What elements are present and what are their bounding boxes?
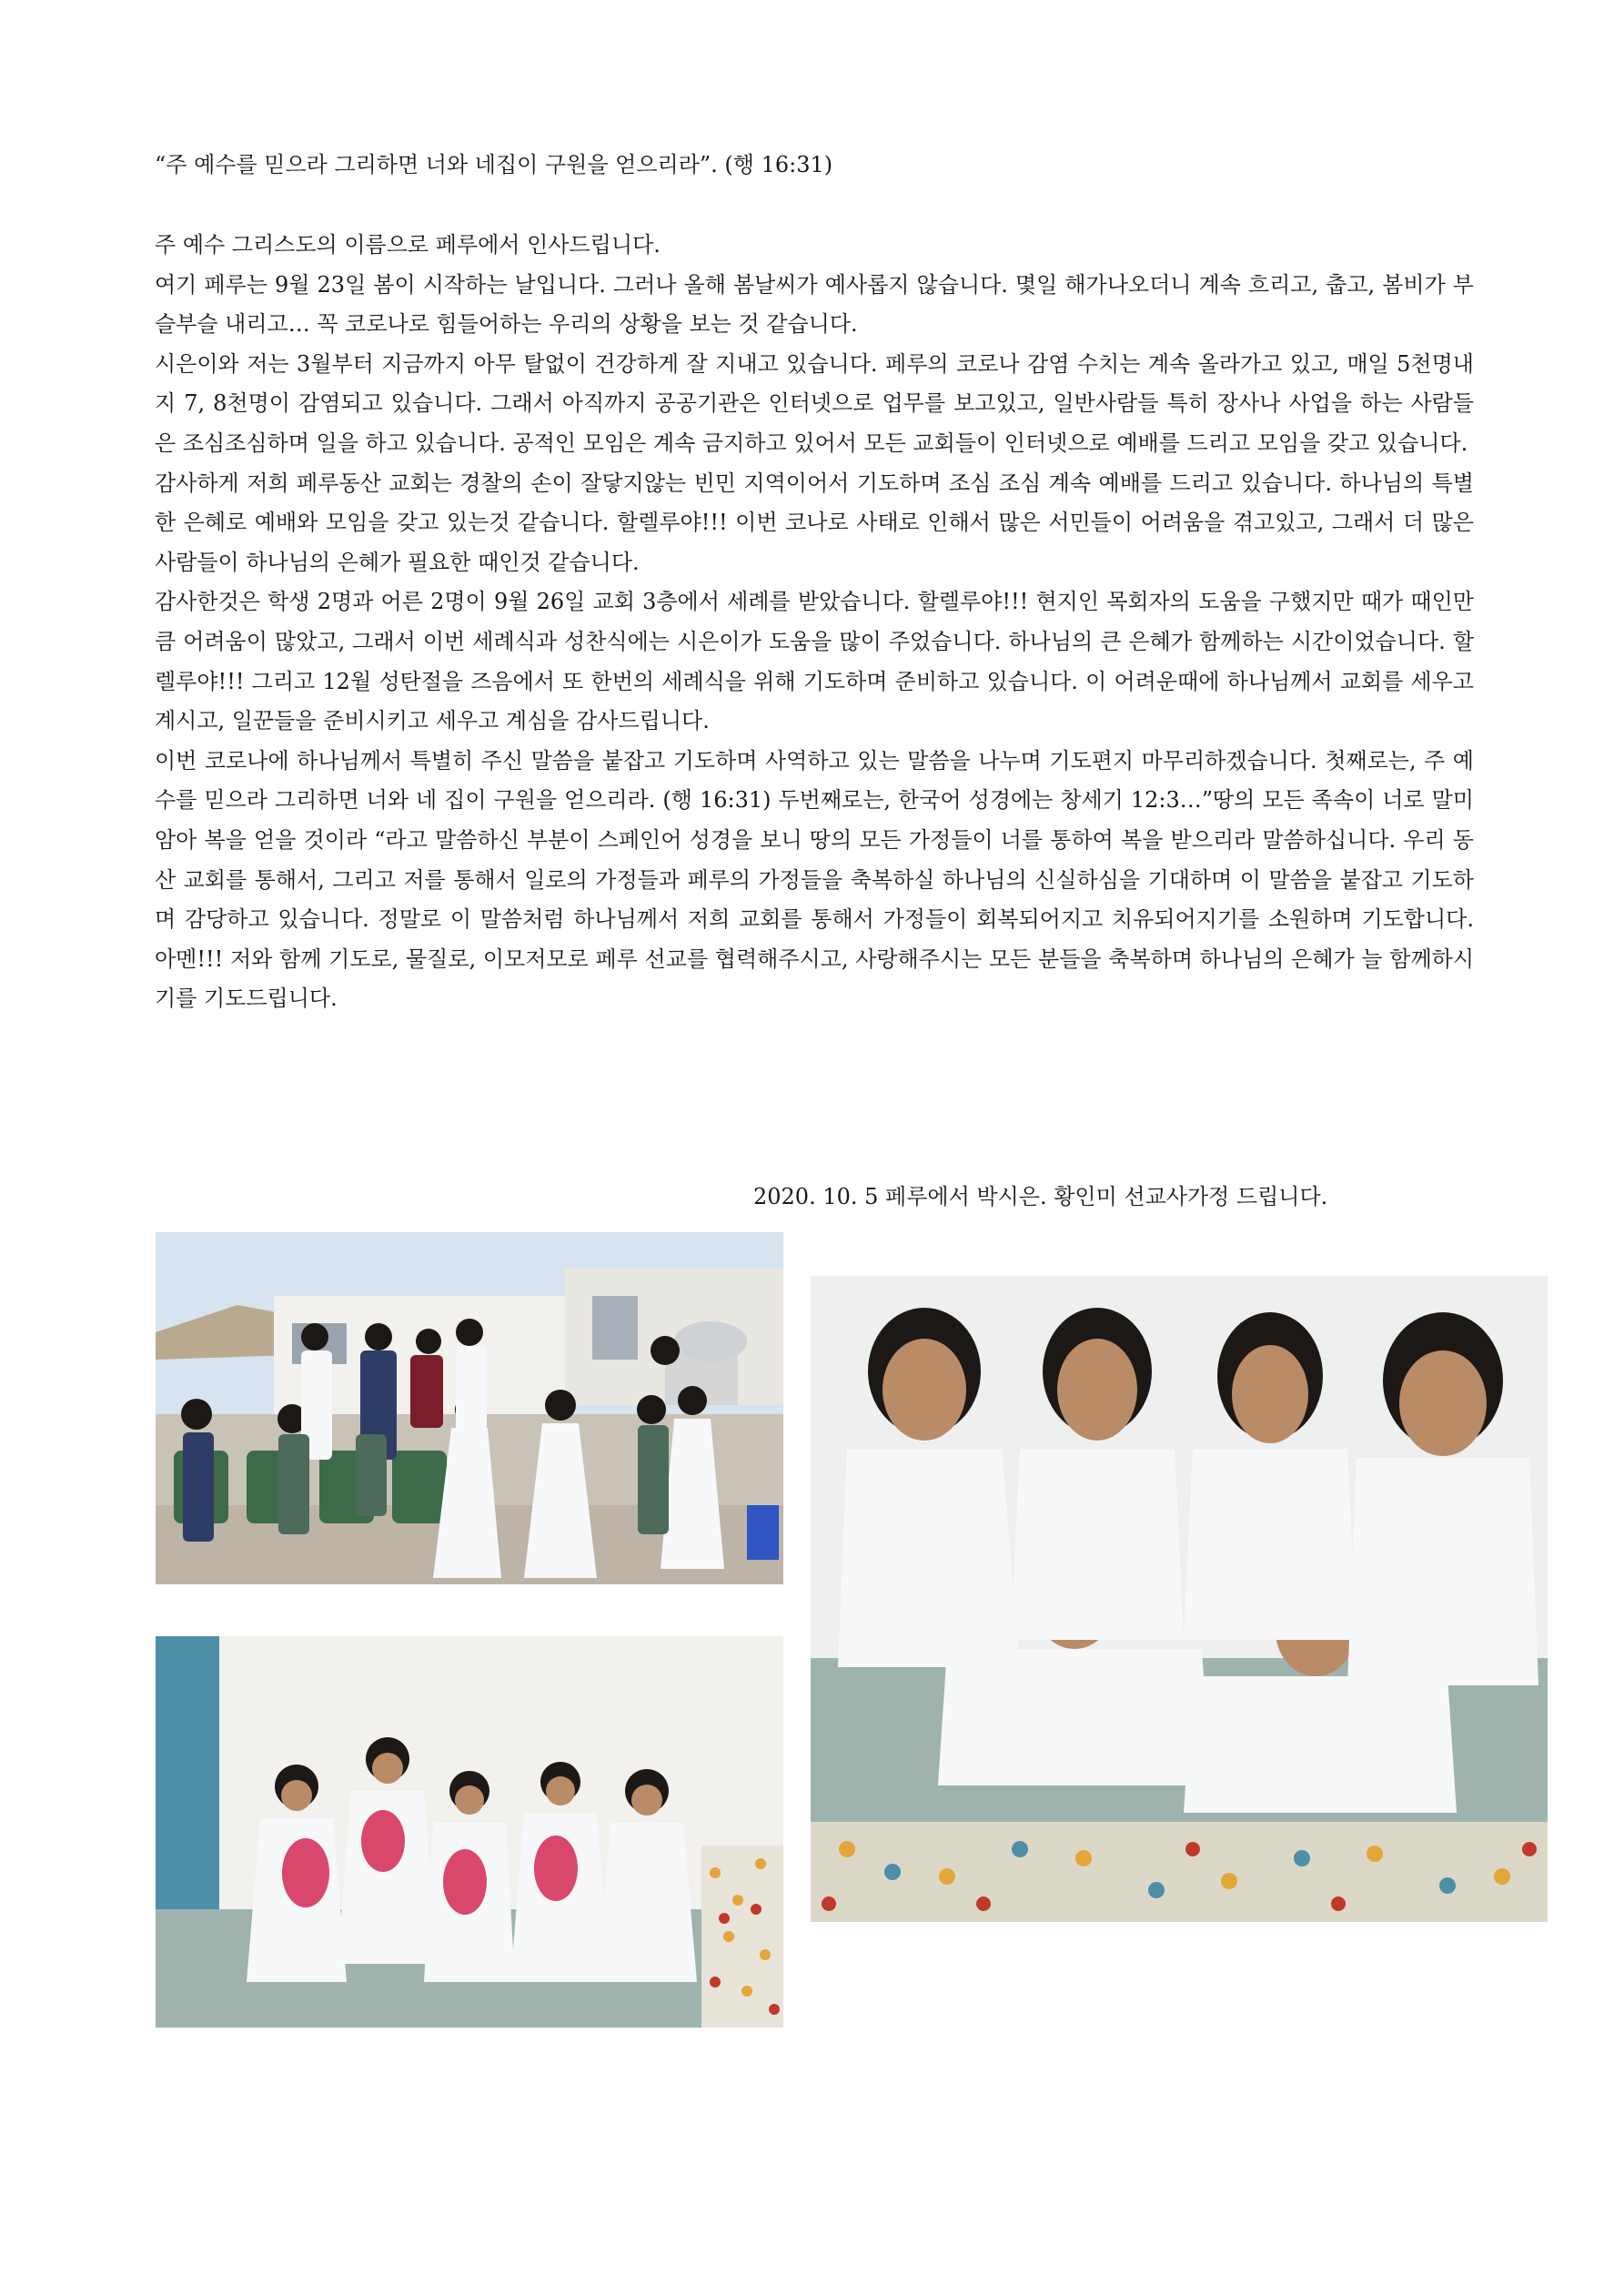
rooftop-group-illustration — [156, 1232, 783, 1584]
paragraph-spring: 여기 페루는 9월 23일 봄이 시작하는 날입니다. 그러나 올해 봄날씨가 예사롭지 않습니다. 몇일 해가나오더니 계속 흐리고, 춥고, 봄비가 부슬부슬 내리고… 꼭 코로나로 힘들어하는 우리의 상황을 보는 것 같습니다. — [155, 271, 1474, 338]
paragraph-baptism: 감사한것은 학생 2명과 어른 2명이 9월 26일 교회 3층에서 세례를 받았습니다. 할렐루야!!! 현지인 목회자의 도움을 구했지만 때가 때인만큼 어려움이 많았고, 그래서 이번 세례식과 성찬식에는 시은이가 도움을 많이 주었습니다. 하나님의 큰 은혜가 함께하는 시간이었습니다. 할렐루야!!! 그리고 12월 성탄절을 즈음에서 또 한번의 세례식을 위해 기도하며 준비하고 있습니다. 이 어려운때에 하나님께서 교회를 세우고 계시고, 일꾼들을 준비시키고 세우고 계심을 감사드립니다. — [155, 589, 1474, 734]
rooftop-group-photo — [156, 1232, 783, 1584]
flower-group-photo — [156, 1636, 783, 2028]
baptism-pool-illustration — [811, 1276, 1548, 1922]
verse-heading: “주 예수를 믿으라 그리하면 너와 네집이 구원을 얻으리라”. (행 16:31) — [155, 152, 833, 177]
flower-group-illustration — [156, 1636, 783, 2028]
paragraph-greeting: 주 예수 그리스도의 이름으로 페루에서 인사드립니다. — [155, 232, 661, 258]
signature-line: 2020. 10. 5 페루에서 박시은. 황인미 선교사가정 드립니다. — [753, 1184, 1328, 1209]
paragraph-health: 시은이와 저는 3월부터 지금까지 아무 탈없이 건강하게 잘 지내고 있습니다. 페루의 코로나 감염 수치는 계속 올라가고 있고, 매일 5천명내지 7, 8천명이 감염되고 있습니다. 그래서 아직까지 공공기관은 인터넷으로 업무를 보고있고, 일반사람들 특히 장사나 사업을 하는 사람들은 조심조심하며 일을 하고 있습니다. 공적인 모임은 계속 금지하고 있어서 모든 교회들이 인터넷으로 예배를 드리고 모임을 갖고 있습니다. — [155, 350, 1474, 456]
paragraph-worship: 감사하게 저희 페루동산 교회는 경찰의 손이 잘닿지않는 빈민 지역이어서 기도하며 조심 조심 계속 예배를 드리고 있습니다. 하나님의 특별한 은혜로 예배와 모임을 갖고 있는것 같습니다. 할렐루야!!! 이번 코나로 사태로 인해서 많은 서민들이 어려움을 겪고있고, 그래서 더 많은 사람들이 하나님의 은혜가 필요한 때인것 같습니다. — [155, 470, 1474, 575]
letter-body — [155, 226, 1474, 1019]
paragraph-closing: 이번 코로나에 하나님께서 특별히 주신 말씀을 붙잡고 기도하며 사역하고 있는 말씀을 나누며 기도편지 마무리하겠습니다. 첫째로는, 주 예수를 믿으라 그리하면 너와 네 집이 구원을 얻으리라. (행 16:31) 두번째로는, 한국어 성경에는 창세기 12:3…”땅의 모든 족속이 너로 말미암아 복을 얻을 것이라 “라고 말씀하신 부분이 스페인어 성경을 보니 땅의 모든 가정들이 너를 통하여 복을 받으리라 말씀하십니다. 우리 동산 교회를 통해서, 그리고 저를 통해서 일로의 가정들과 페루의 가정들을 축복하실 하나님의 신실하심을 기대하며 이 말씀을 붙잡고 기도하며 감당하고 있습니다. 정말로 이 말씀처럼 하나님께서 저희 교회를 통해서 가정들이 회복되어지고 치유되어지기를 소원하며 기도합니다. 아멘!!! 저와 함께 기도로, 물질로, 이모저모로 페루 선교를 협력해주시고, 사랑해주시는 모든 분들을 축복하며 하나님의 은혜가 늘 함께하시기를 기도드립니다. — [155, 747, 1474, 1012]
baptism-pool-photo — [811, 1276, 1548, 1922]
